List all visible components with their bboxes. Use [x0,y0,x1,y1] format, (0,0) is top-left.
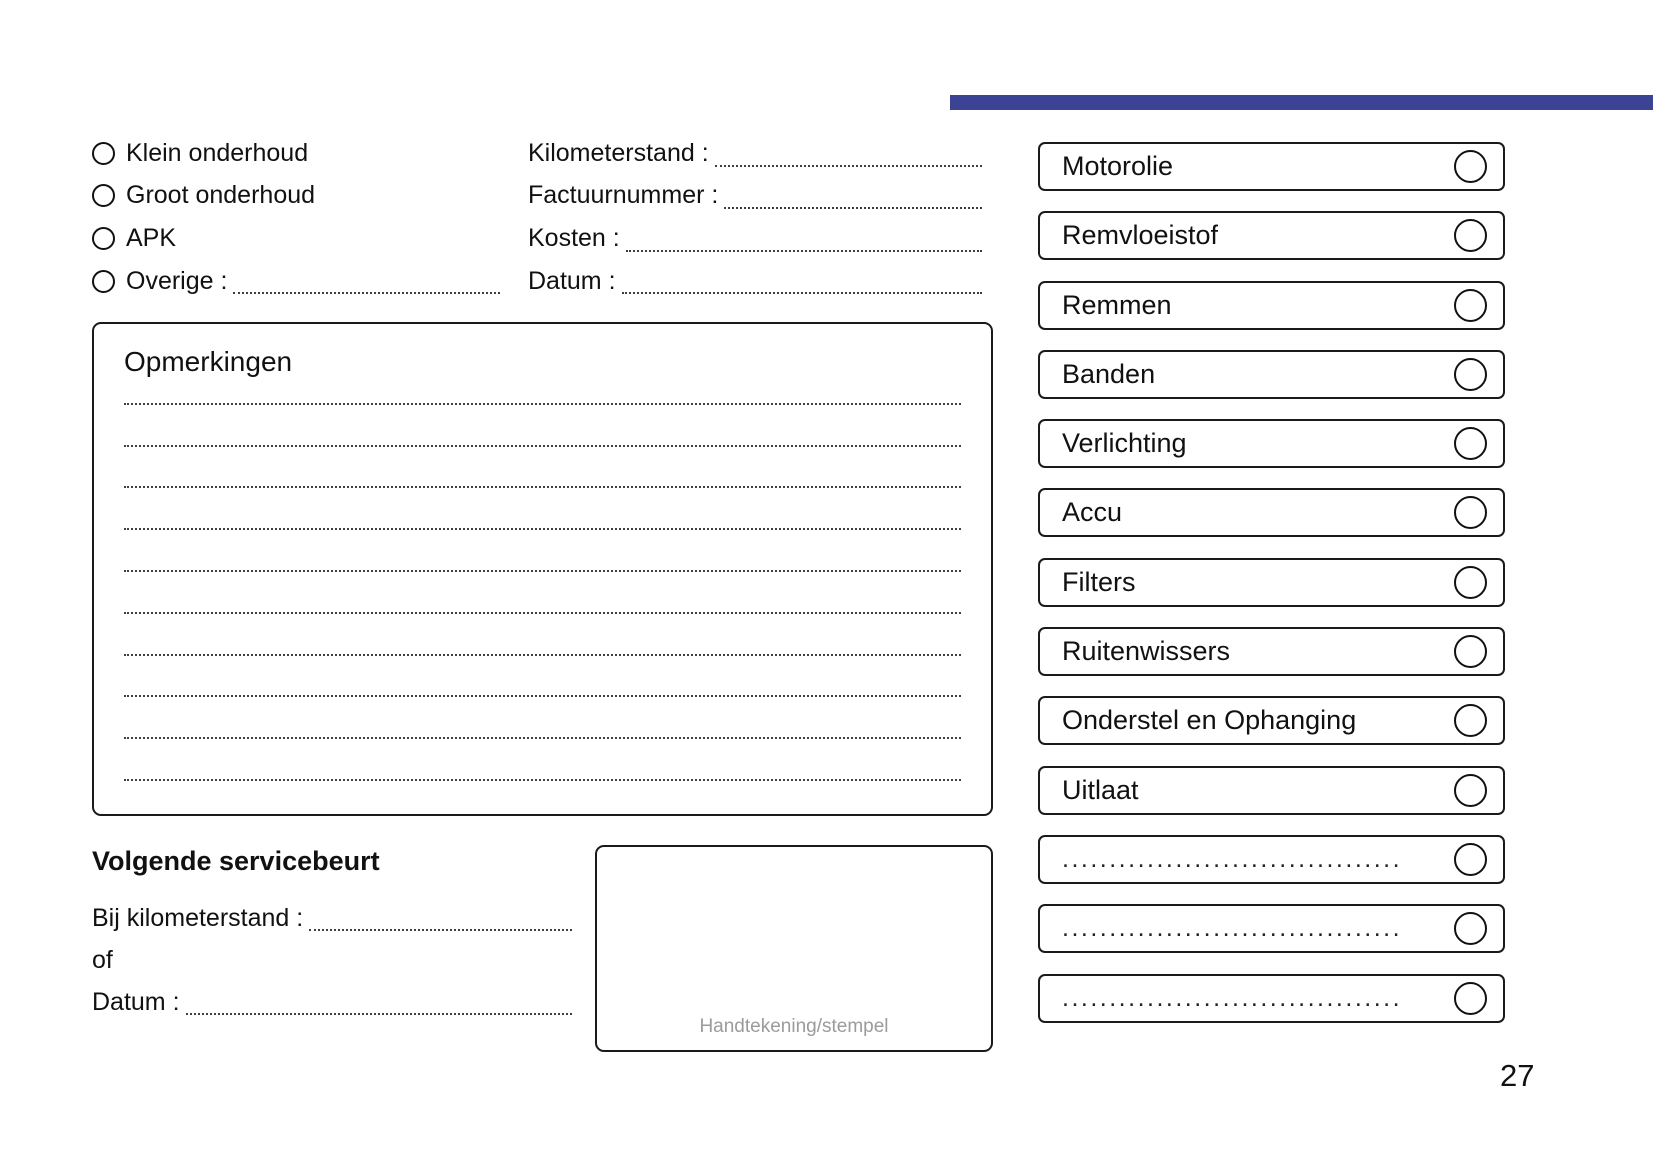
service-type-option-apk[interactable] [92,217,502,260]
check-circle[interactable] [1454,704,1487,737]
field-label: Factuurnummer : [528,181,719,210]
checklist-item-label: Verlichting [1062,428,1187,459]
remarks-line[interactable] [124,447,961,489]
accent-bar [950,95,1653,110]
next-service-or-label: of [92,945,113,974]
next-service-km-row [92,897,574,939]
datum-input-line[interactable] [622,292,982,294]
service-type-label: Klein onderhoud [126,138,309,167]
checklist-item-blank-1 [1038,835,1505,884]
radio-circle[interactable] [92,142,115,165]
remarks-line[interactable] [124,363,961,405]
signature-box[interactable] [595,845,993,1052]
next-service-km-input-line[interactable] [309,929,572,931]
remarks-line[interactable] [124,697,961,739]
checklist-item-remmen [1038,281,1505,330]
field-row-kilometerstand [528,132,984,175]
service-type-group [92,132,502,302]
check-circle[interactable] [1454,358,1487,391]
check-circle[interactable] [1454,566,1487,599]
checklist-item-blank-3 [1038,974,1505,1023]
checklist-item-uitlaat [1038,766,1505,815]
checklist-item-verlichting [1038,419,1505,468]
checklist-item-label: Remmen [1062,289,1172,320]
checklist-custom-line[interactable]: .................................... [1062,844,1403,873]
remarks-box [92,322,993,816]
remarks-line[interactable] [124,405,961,447]
field-label: Kilometerstand : [528,138,709,167]
field-label: Datum : [528,266,616,295]
radio-circle[interactable] [92,227,115,250]
checklist-item-label: Filters [1062,566,1136,597]
checklist-item-label: Onderstel en Ophanging [1062,705,1357,736]
service-type-option-overige[interactable] [92,260,502,303]
field-row-datum [528,260,984,303]
remarks-line[interactable] [124,739,961,781]
remarks-line[interactable] [124,656,961,698]
remarks-line[interactable] [124,530,961,572]
remarks-line[interactable] [124,572,961,614]
radio-circle[interactable] [92,270,115,293]
checklist-item-motorolie [1038,142,1505,191]
next-service-date-row [92,981,574,1023]
next-service-km-label: Bij kilometerstand : [92,903,304,932]
service-type-label: APK [126,223,177,252]
check-circle[interactable] [1454,982,1487,1015]
checklist-item-label: Motorolie [1062,151,1174,181]
check-circle[interactable] [1454,289,1487,322]
next-service-date-label: Datum : [92,987,180,1016]
checklist-custom-line[interactable]: .................................... [1062,914,1403,943]
remarks-title: Opmerkingen [124,346,293,377]
check-circle[interactable] [1454,843,1487,876]
overige-input-line[interactable] [233,292,500,294]
check-circle[interactable] [1454,912,1487,945]
checklist-item-label: Uitlaat [1062,774,1139,805]
invoice-fields [528,132,984,302]
checklist-item-ruitenwissers [1038,627,1505,676]
check-circle[interactable] [1454,427,1487,460]
page-number: 27 [1500,1058,1535,1093]
remarks-lines [124,363,961,781]
checklist-custom-line[interactable]: .................................... [1062,983,1403,1012]
checklist-item-label: Banden [1062,358,1156,389]
kilometerstand-input-line[interactable] [715,165,982,167]
service-type-option-groot-onderhoud[interactable] [92,175,502,218]
signature-label: Handtekening/stempel [699,1016,889,1037]
next-service-section [92,846,574,1023]
check-circle[interactable] [1454,219,1487,252]
service-type-option-klein-onderhoud[interactable] [92,132,502,175]
checklist-item-banden [1038,350,1505,399]
checklist-item-label: Remvloeistof [1062,220,1219,251]
next-service-or-row [92,939,574,981]
checklist-item-onderstel-en-ophanging [1038,696,1505,745]
check-circle[interactable] [1454,635,1487,668]
service-type-label: Overige : [126,266,228,295]
checklist-item-label: Accu [1062,497,1123,528]
factuurnummer-input-line[interactable] [724,207,982,209]
checklist-item-blank-2 [1038,904,1505,953]
check-circle[interactable] [1454,496,1487,529]
remarks-line[interactable] [124,614,961,656]
checklist-item-label: Ruitenwissers [1062,636,1231,667]
field-row-kosten [528,217,984,260]
checklist-item-filters [1038,558,1505,607]
field-row-factuurnummer [528,175,984,218]
service-type-label: Groot onderhoud [126,181,316,210]
next-service-title: Volgende servicebeurt [92,846,380,876]
checklist [1038,142,1505,1023]
checklist-item-accu [1038,488,1505,537]
field-label: Kosten : [528,223,620,252]
radio-circle[interactable] [92,184,115,207]
check-circle[interactable] [1454,774,1487,807]
next-service-date-input-line[interactable] [186,1013,572,1015]
check-circle[interactable] [1454,150,1487,183]
kosten-input-line[interactable] [626,250,982,252]
remarks-line[interactable] [124,488,961,530]
checklist-item-remvloeistof [1038,211,1505,260]
